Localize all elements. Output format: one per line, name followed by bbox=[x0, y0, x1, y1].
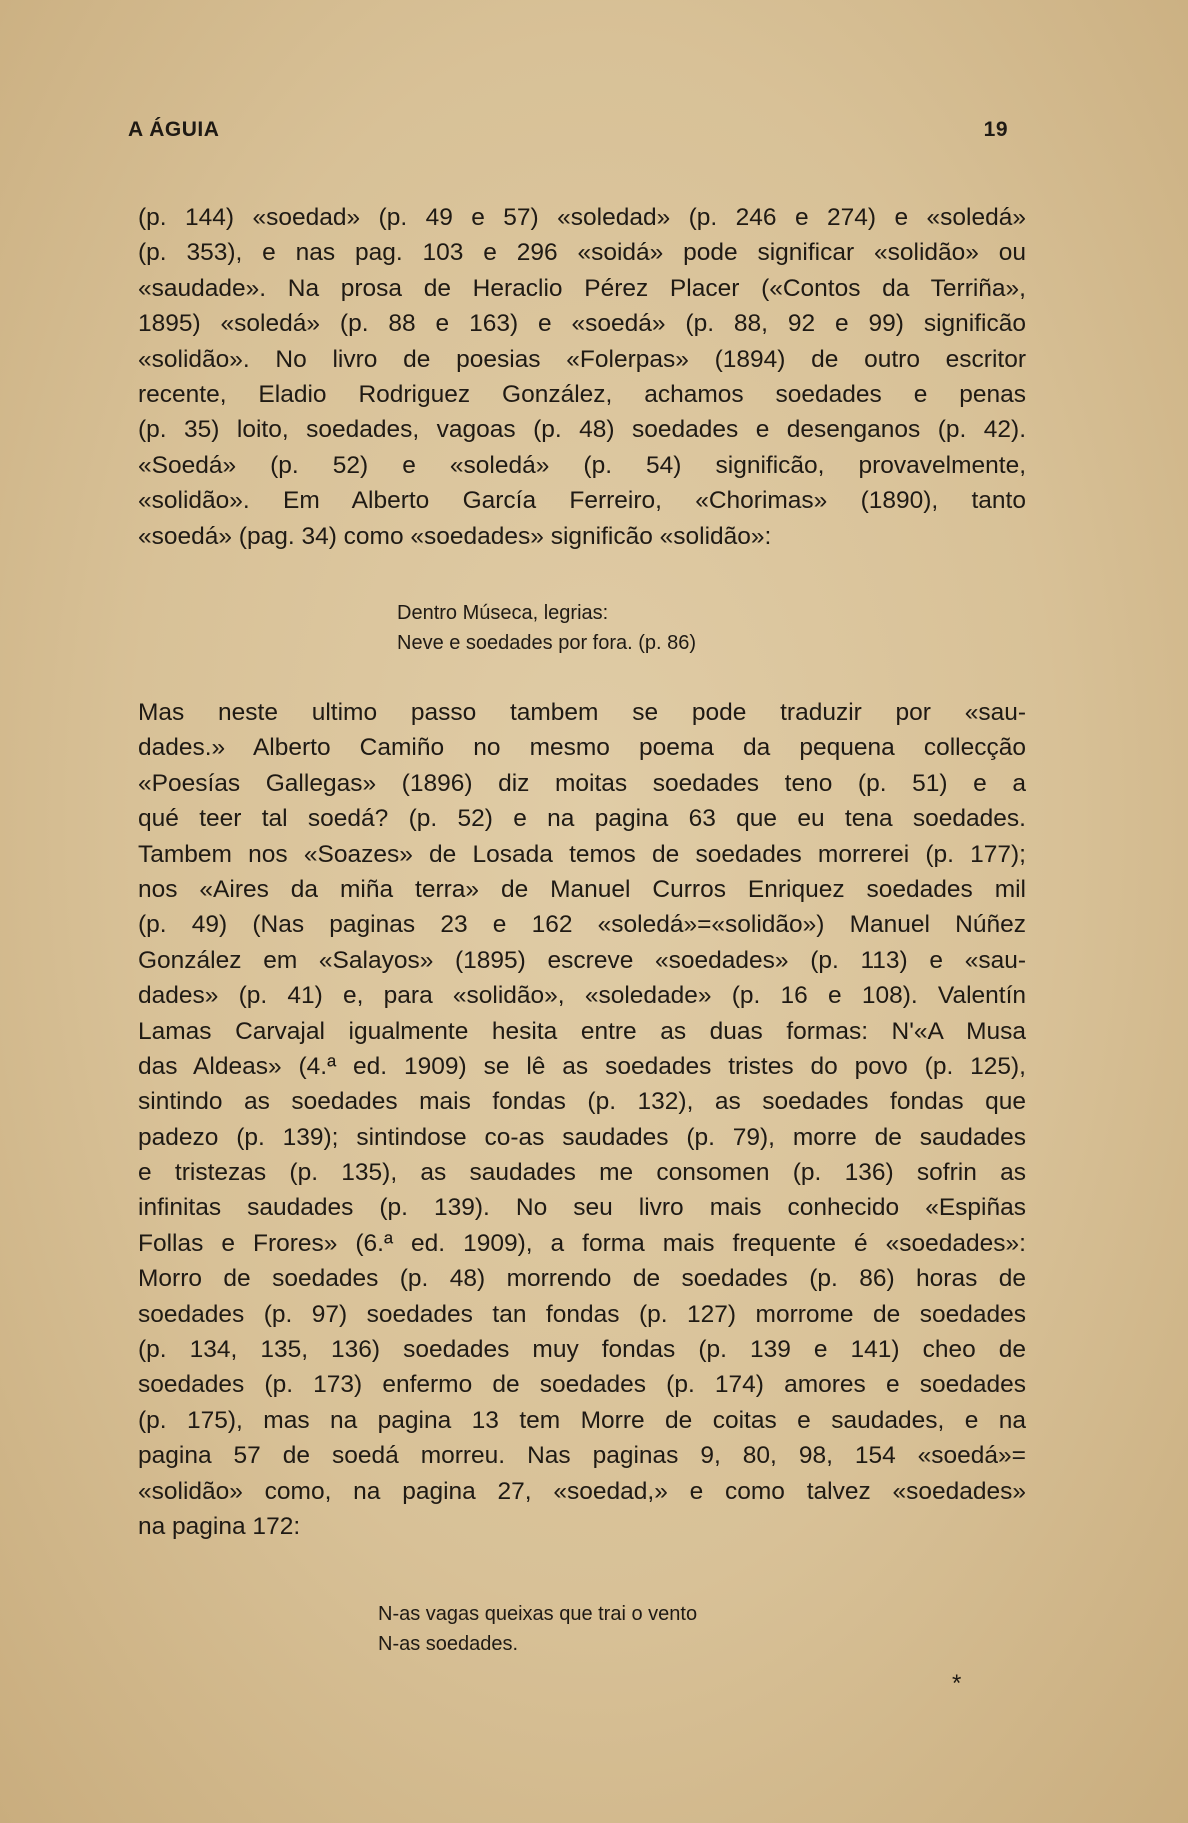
verse-quote-2 bbox=[378, 1599, 697, 1659]
text-line: Tambem nos «Soazes» de Losada temos de soedades morrerei (p. 177); bbox=[138, 840, 1026, 868]
text-line: (p. 175), mas na pagina 13 tem Morre de coitas e saudades, e na bbox=[138, 1406, 1026, 1434]
text-line: «solidão». No livro de poesias «Folerpas» (1894) de outro escritor bbox=[138, 345, 1026, 373]
verse-line: Dentro Múseca, legrias: bbox=[397, 602, 609, 624]
paragraph-1 bbox=[138, 200, 1026, 554]
journal-title: A ÁGUIA bbox=[128, 118, 220, 141]
text-line: sintindo as soedades mais fondas (p. 132), as soedades fondas que bbox=[138, 1088, 1026, 1116]
paragraph-2 bbox=[138, 695, 1026, 1544]
text-line: soedades (p. 97) soedades tan fondas (p. 127) morrome de soedades bbox=[138, 1300, 1026, 1328]
end-asterisk: * bbox=[952, 1670, 962, 1697]
text-line: «solidão». Em Alberto García Ferreiro, «Chorimas» (1890), tanto bbox=[138, 487, 1026, 515]
text-line: dades.» Alberto Camiño no mesmo poema da pequena collecção bbox=[138, 734, 1026, 762]
text-line: pagina 57 de soedá morreu. Nas paginas 9, 80, 98, 154 «soedá»= bbox=[138, 1442, 1026, 1470]
text-line: Morro de soedades (p. 48) morrendo de soedades (p. 86) horas de bbox=[138, 1265, 1026, 1293]
text-line: (p. 144) «soedad» (p. 49 e 57) «soledad» (p. 246 e 274) e «soledá» bbox=[138, 204, 1026, 231]
text-line: «solidão» como, na pagina 27, «soedad,» e como talvez «soedades» bbox=[138, 1477, 1026, 1505]
text-line: «Soedá» (p. 52) e «soledá» (p. 54) significão, provavelmente, bbox=[138, 451, 1026, 479]
verse-line: N-as vagas queixas que trai o vento bbox=[378, 1603, 698, 1625]
text-line: «soedá» (pag. 34) como «soedades» significão «solidão»: bbox=[138, 522, 772, 550]
page-number: 19 bbox=[983, 118, 1008, 141]
verse-quote-1 bbox=[397, 598, 696, 658]
text-line: (p. 134, 135, 136) soedades muy fondas (p. 139 e 141) cheo de bbox=[138, 1336, 1026, 1364]
text-line: (p. 49) (Nas paginas 23 e 162 «soledá»=«solidão») Manuel Núñez bbox=[138, 911, 1026, 939]
text-line: Mas neste ultimo passo tambem se pode traduzir por «sau- bbox=[138, 699, 1026, 726]
text-line: Follas e Frores» (6.ª ed. 1909), a forma mais frequente é «soedades»: bbox=[138, 1229, 1026, 1257]
text-line: Lamas Carvajal igualmente hesita entre as duas formas: N'«A Musa bbox=[138, 1017, 1026, 1045]
text-line: recente, Eladio Rodriguez González, achamos soedades e penas bbox=[138, 380, 1026, 408]
text-line: padezo (p. 139); sintindose co-as saudades (p. 79), morre de saudades bbox=[138, 1123, 1026, 1151]
text-line: (p. 353), e nas pag. 103 e 296 «soidá» pode significar «solidão» ou bbox=[138, 239, 1026, 267]
text-line: soedades (p. 173) enfermo de soedades (p. 174) amores e soedades bbox=[138, 1371, 1026, 1399]
text-line: infinitas saudades (p. 139). No seu livro mais conhecido «Espiñas bbox=[138, 1194, 1026, 1222]
text-line: (p. 35) loito, soedades, vagoas (p. 48) soedades e desenganos (p. 42). bbox=[138, 416, 1026, 444]
running-header bbox=[128, 118, 1008, 148]
text-line: «Poesías Gallegas» (1896) diz moitas soedades teno (p. 51) e a bbox=[138, 769, 1026, 797]
text-line: qué teer tal soedá? (p. 52) e na pagina 63 que eu tena soedades. bbox=[138, 805, 1026, 833]
text-line: e tristezas (p. 135), as saudades me consomen (p. 136) sofrin as bbox=[138, 1159, 1026, 1187]
text-line: «saudade». Na prosa de Heraclio Pérez Placer («Contos da Terriña», bbox=[138, 274, 1026, 302]
verse-line: N-as soedades. bbox=[378, 1633, 519, 1655]
text-line: nos «Aires da miña terra» de Manuel Curros Enriquez soedades mil bbox=[138, 875, 1026, 903]
verse-line: Neve e soedades por fora. (p. 86) bbox=[397, 632, 697, 654]
text-line: dades» (p. 41) e, para «solidão», «soledade» (p. 16 e 108). Valentín bbox=[138, 982, 1026, 1010]
text-line: 1895) «soledá» (p. 88 e 163) e «soedá» (p. 88, 92 e 99) significão bbox=[138, 310, 1026, 338]
text-line: na pagina 172: bbox=[138, 1512, 301, 1540]
text-line: González em «Salayos» (1895) escreve «soedades» (p. 113) e «sau- bbox=[138, 946, 1026, 974]
text-line: das Aldeas» (4.ª ed. 1909) se lê as soedades tristes do povo (p. 125), bbox=[138, 1052, 1026, 1080]
